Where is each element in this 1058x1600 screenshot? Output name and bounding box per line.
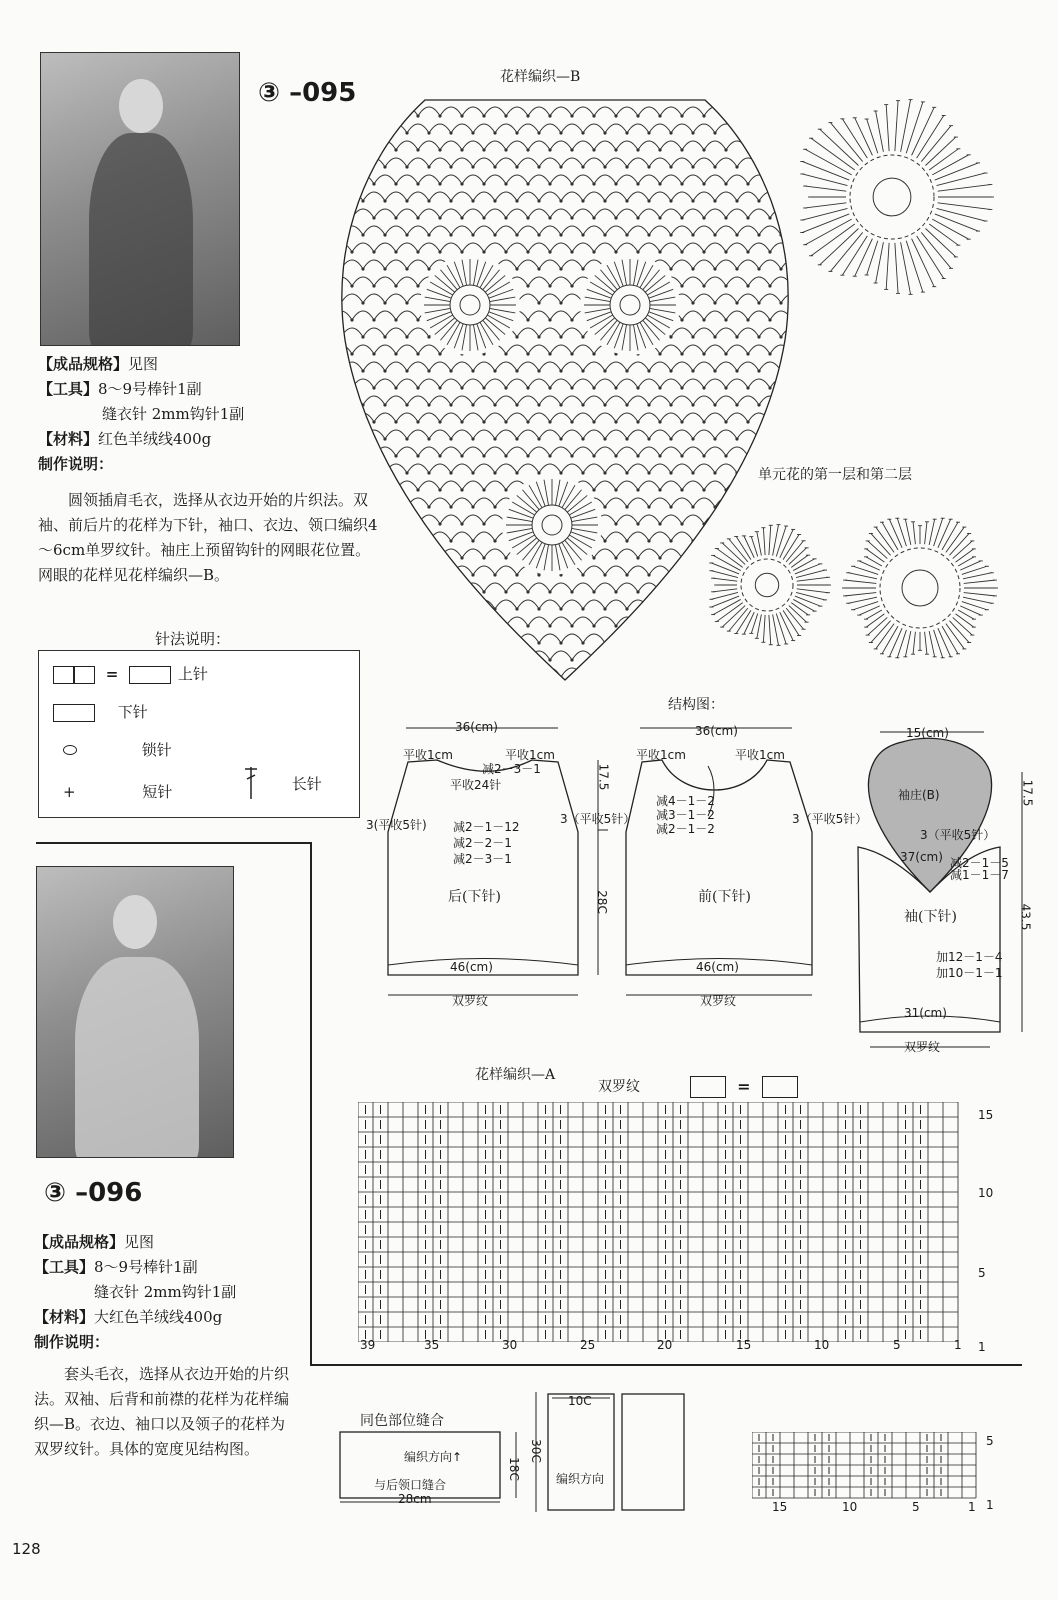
chart-a-col-20: 20: [657, 1338, 673, 1352]
small-col-1: 1: [968, 1500, 976, 1514]
legend-title: 针法说明：: [155, 630, 231, 648]
chart-a-col-15: 15: [736, 1338, 752, 1352]
pattern-b-title: 花样编织—B: [500, 69, 581, 85]
back-bottom: 46(cm): [450, 960, 493, 974]
structure-sleeve: [850, 722, 1050, 1062]
front-bind-right: 平收1cm: [735, 748, 785, 762]
back-dec-2: 减2－2－1: [453, 836, 512, 850]
back-side-left: 3(平收5针): [366, 818, 427, 832]
back-bind-right: 平收1cm: [505, 748, 555, 762]
back-dec-neck: 减2－3－1: [482, 762, 541, 776]
front-rib: 双罗纹: [700, 994, 737, 1008]
collar-height: 18C: [506, 1457, 521, 1481]
chart-a-subtitle: 双罗纹: [598, 1079, 640, 1095]
chart-a-col-10: 10: [814, 1338, 830, 1352]
section-divider-bottom: [310, 1364, 1022, 1366]
section-divider-vertical: [310, 842, 312, 1366]
back-top: 36(cm): [455, 720, 498, 734]
legend-purl: = 上针: [53, 663, 208, 684]
front-band-diagram: [522, 1388, 692, 1518]
back-rib: 双罗纹: [452, 994, 489, 1008]
structure-front: [612, 720, 842, 1020]
small-row-1: 1: [986, 1498, 994, 1512]
collar-width: 28cm: [398, 1492, 432, 1506]
specs-096: 【成品规格】见图 【工具】8～9号棒针1副 缝衣针 2mm钩针1副 【材料】大红色羊绒线400g 制作说明：: [34, 1233, 237, 1351]
front-dec-1: 减4－1－2: [656, 794, 715, 808]
chart-a-col-30: 30: [502, 1338, 518, 1352]
chart-a-row-5: 5: [978, 1266, 986, 1280]
band-dir: 编织方向: [556, 1472, 605, 1486]
sleeve-dec-2: 减1－1－7: [950, 868, 1009, 882]
chart-a-grid: [358, 1102, 970, 1342]
chart-a-col-5: 5: [893, 1338, 901, 1352]
description-096: 套头毛衣，选择从衣边开始的片织法。双袖、后背和前襟的花样为花样编织—B。衣边、袖口以及领子的花样为双罗纹针。具体的宽度见结构图。: [34, 1365, 290, 1458]
collar-neck: 与后领口缝合: [374, 1478, 447, 1492]
chart-a-row-10: 10: [978, 1186, 994, 1200]
small-col-10: 10: [842, 1500, 858, 1514]
legend-single-crochet: + 短针: [63, 783, 173, 801]
flower-motif-large: [785, 90, 1000, 305]
sleeve-width-37: 37(cm): [900, 850, 943, 864]
band-width: 10C: [568, 1394, 592, 1408]
page-number: 128: [12, 1540, 41, 1558]
front-bottom: 46(cm): [696, 960, 739, 974]
flower-caption: 单元花的第一层和第二层: [758, 467, 912, 483]
back-height-1: 17.5: [596, 763, 611, 791]
front-dec-2: 减3－1－2: [656, 808, 715, 822]
sleeve-inc-1: 加12－1－4: [936, 950, 1003, 964]
front-side: 3（平收5针）: [792, 812, 868, 826]
sleeve-cap: 袖庄(B): [898, 788, 940, 802]
sleeve-dec-1: 减2－1－5: [950, 856, 1009, 870]
chart-a-key: =: [690, 1076, 798, 1098]
pattern-number-096: ③ –096: [44, 1178, 143, 1208]
legend-double-crochet: 长针: [243, 765, 322, 806]
chart-a-row-15: 15: [978, 1108, 994, 1122]
chart-a-row-1: 1: [978, 1340, 986, 1354]
front-dec-3: 减2－1－2: [656, 822, 715, 836]
back-dec-1: 减2－1－12: [453, 820, 520, 834]
flower-motif-layer1: [700, 518, 835, 653]
sleeve-height-2: 43.5: [1018, 903, 1033, 931]
rib-chart-small: [752, 1432, 982, 1500]
chart-a-title: 花样编织—A: [475, 1067, 556, 1083]
sleeve-bottom: 31(cm): [904, 1006, 947, 1020]
description-095: 圆领插肩毛衣，选择从衣边开始的片织法。双袖、前后片的花样为下针，袖口、衣边、领口编织4～6cm单罗纹针。袖庄上预留钩针的网眼花位置。网眼的花样见花样编织—B。: [38, 491, 378, 584]
model-photo-095: [40, 52, 240, 346]
small-row-5: 5: [986, 1434, 994, 1448]
section-divider-top: [36, 842, 312, 844]
small-col-15: 15: [772, 1500, 788, 1514]
band-height: 30C: [528, 1439, 543, 1463]
specs-095: 【成品规格】见图 【工具】8～9号棒针1副 缝衣针 2mm钩针1副 【材料】红色羊绒线400g 制作说明：: [38, 355, 245, 473]
stitch-legend: [38, 650, 360, 818]
back-dec-3: 减2－3－1: [453, 852, 512, 866]
sleeve-inc-2: 加10－1－1: [936, 966, 1003, 980]
back-side-right: 3（平收5针）: [560, 812, 636, 826]
model-photo-096: [36, 866, 234, 1158]
back-bind-left: 平收1cm: [403, 748, 453, 762]
sleeve-top: 15(cm): [906, 726, 949, 740]
sleeve-bind: 3（平收5针）: [920, 828, 996, 842]
chart-a-col-1: 1: [954, 1338, 962, 1352]
legend-knit: 下针: [53, 701, 148, 722]
legend-chain: 锁针: [63, 739, 172, 760]
collar-diagram: [334, 1428, 534, 1508]
pattern-number-095: ③ –095: [258, 78, 357, 108]
flower-motif-layer2: [840, 508, 1000, 668]
small-col-5: 5: [912, 1500, 920, 1514]
chart-a-col-35: 35: [424, 1338, 440, 1352]
front-top: 36(cm): [695, 724, 738, 738]
sleeve-label: 袖(下针): [904, 909, 957, 925]
front-bind-left: 平收1cm: [636, 748, 686, 762]
structure-title: 结构图：: [668, 697, 724, 713]
back-label: 后(下针): [448, 889, 501, 905]
back-height-2: 28C: [594, 890, 609, 914]
double-crochet-icon: [243, 765, 259, 801]
sleeve-height-1: 17.5: [1020, 779, 1035, 807]
chart-a-col-25: 25: [580, 1338, 596, 1352]
chart-a-col-39: 39: [360, 1338, 376, 1352]
sleeve-rib: 双罗纹: [904, 1040, 941, 1054]
collar-dir: 编织方向↑: [404, 1450, 463, 1464]
front-label: 前(下针): [698, 889, 751, 905]
back-bind-24: 平收24针: [450, 778, 502, 792]
seam-note: 同色部位缝合: [360, 1413, 444, 1429]
